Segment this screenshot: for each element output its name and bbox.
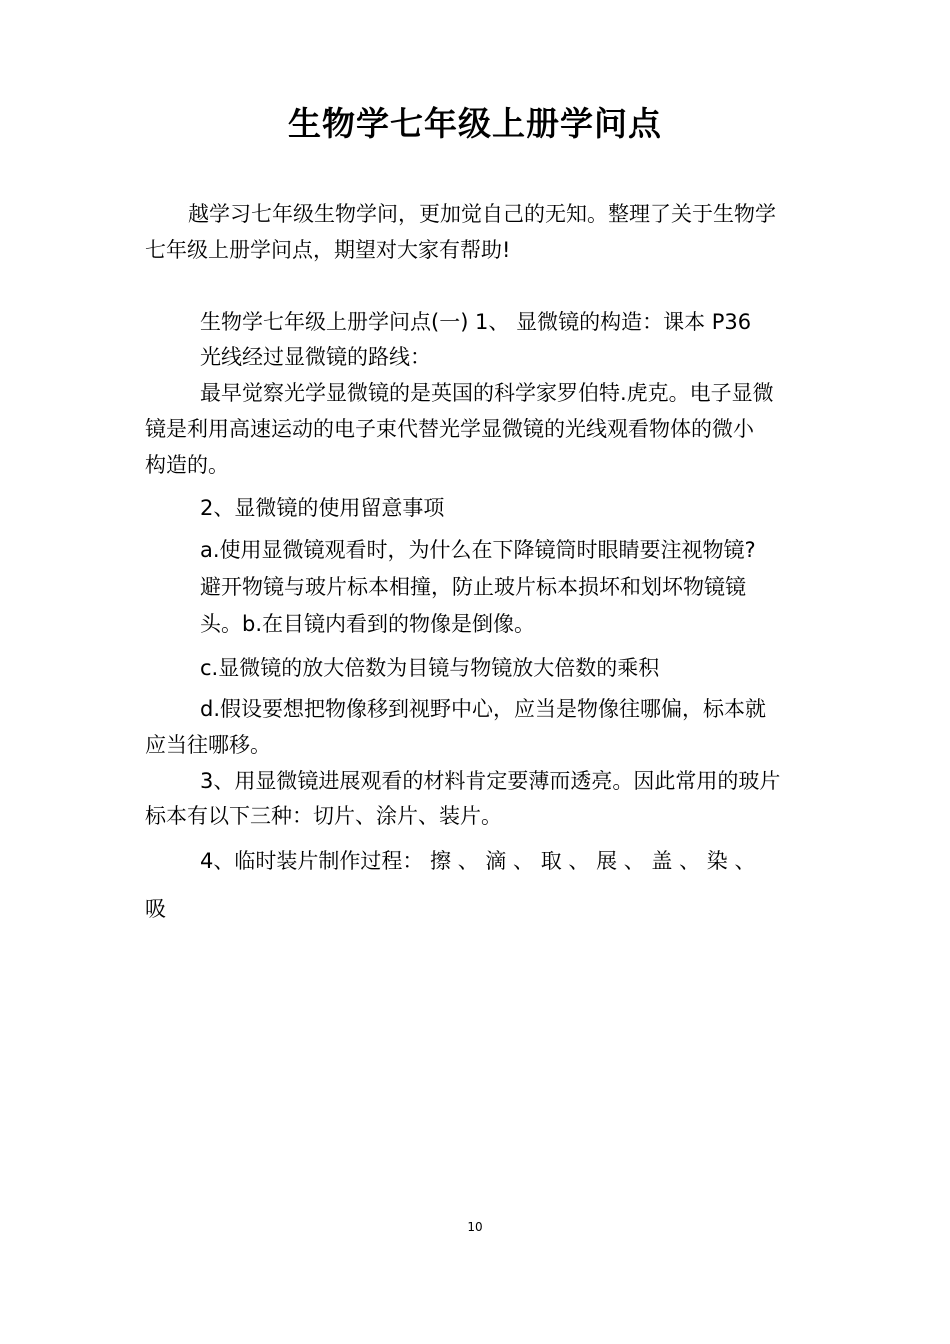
section2-item-a-line-1: a.使用显微镜观看时，为什么在下降镜筒时眼睛要注视物镜? (200, 538, 756, 562)
section2-item-d-line-2: 应当往哪移。 (145, 733, 271, 757)
section3-line-2: 标本有以下三种：切片、涂片、装片。 (145, 804, 502, 828)
section4-line-1: 4、临时装片制作过程： 擦 、 滴 、 取 、 展 、 盖 、 染 、 (200, 849, 756, 873)
section2-item-a-line-3: 头。b.在目镜内看到的物像是倒像。 (200, 612, 536, 636)
section1-line-5: 构造的。 (145, 453, 229, 477)
section2-item-d-line-1: d.假设要想把物像移到视野中心，应当是物像往哪偏，标本就 (200, 697, 767, 721)
intro-line-1: 越学习七年级生物学问，更加觉自己的无知。整理了关于生物学 (188, 202, 776, 226)
section2-item-c: c.显微镜的放大倍数为目镜与物镜放大倍数的乘积 (200, 656, 660, 680)
section3-line-1: 3、用显微镜进展观看的材料肯定要薄而透亮。因此常用的玻片 (200, 769, 781, 793)
section1-line-1: 生物学七年级上册学问点(一) 1、 显微镜的构造：课本 P36 (200, 310, 752, 334)
section1-line-2: 光线经过显微镜的路线： (200, 345, 431, 369)
intro-line-2: 七年级上册学问点，期望对大家有帮助! (145, 238, 511, 262)
section4-line-2: 吸 (145, 897, 166, 921)
section2-item-a-line-2: 避开物镜与玻片标本相撞，防止玻片标本损坏和划坏物镜镜 (200, 575, 746, 599)
section1-line-3: 最早觉察光学显微镜的是英国的科学家罗伯特.虎克。电子显微 (200, 381, 774, 405)
page-number: 10 (467, 1220, 483, 1234)
section1-line-4: 镜是利用高速运动的电子束代替光学显微镜的光线观看物体的微小 (145, 417, 754, 441)
document-title: 生物学七年级上册学问点 (288, 104, 662, 143)
section2-heading: 2、显微镜的使用留意事项 (200, 496, 445, 520)
